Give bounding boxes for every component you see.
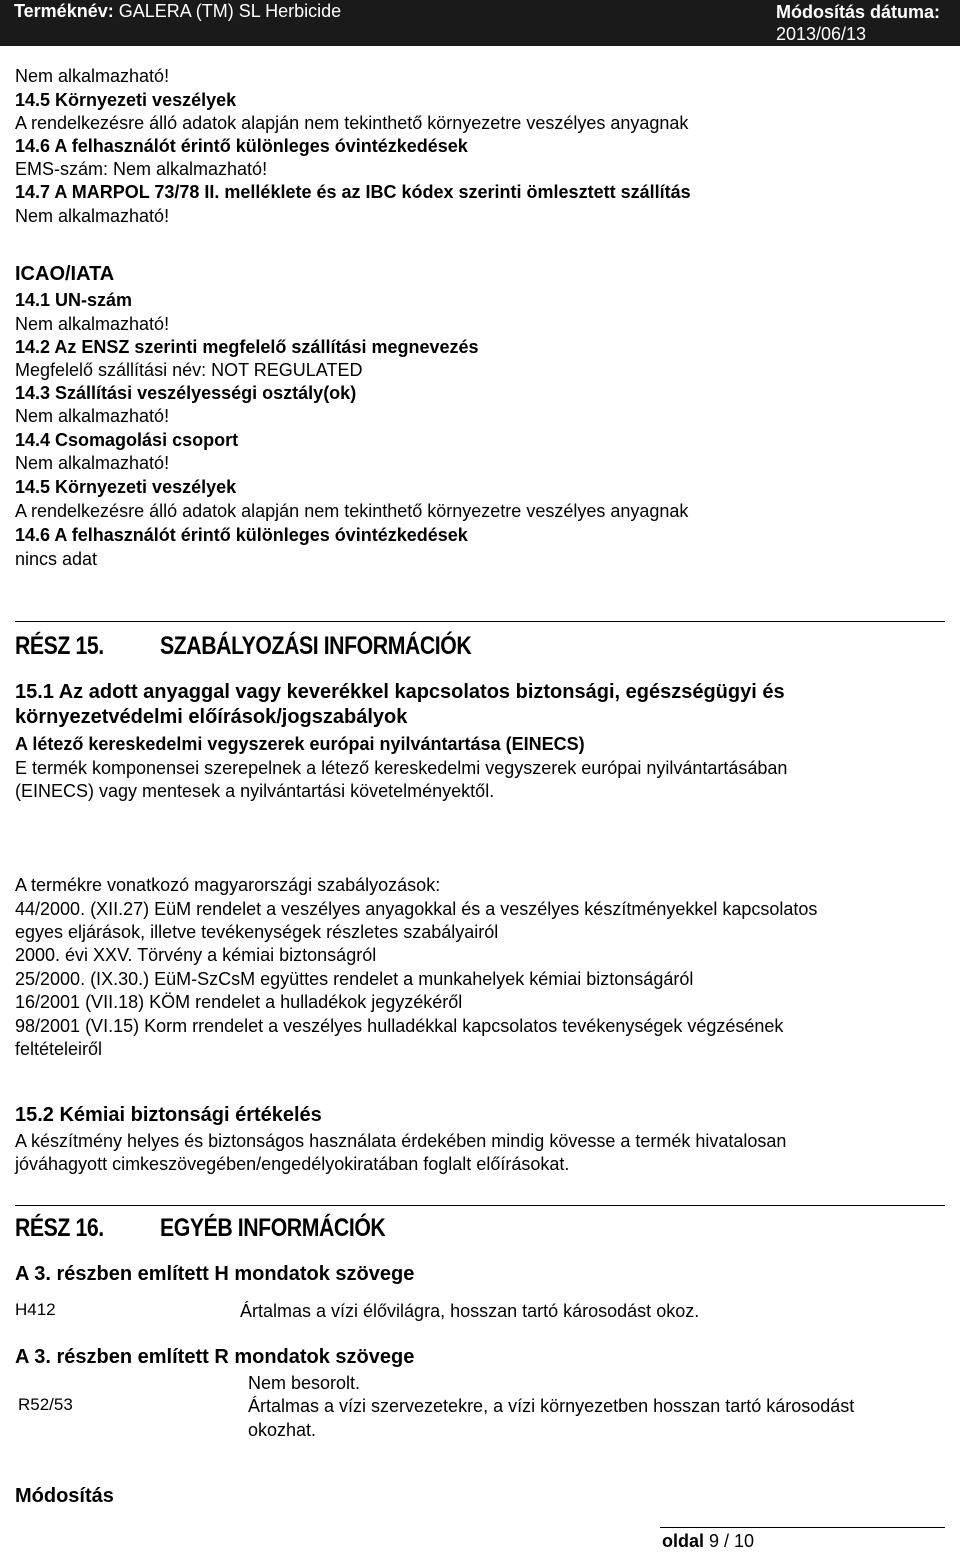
icao-heading-env: 14.5 Környezeti veszélyek	[15, 477, 237, 497]
s15-reg-2: egyes eljárások, illetve tevékenységek részletes szabályairól	[15, 922, 499, 942]
s16-r-note: Nem besorolt.	[248, 1373, 361, 1393]
section-15-number: RÉSZ 15.	[15, 632, 104, 660]
icao-heading-precautions: 14.6 A felhasználót érintő különleges óvintézkedések	[15, 525, 468, 545]
section-15-title: SZABÁLYOZÁSI INFORMÁCIÓK	[160, 632, 472, 660]
icao-heading-class: 14.3 Szállítási veszélyességi osztály(ok)	[15, 383, 357, 403]
s15-para-2a: A készítmény helyes és biztonságos használata érdekében mindig kövesse a termék hivatalosan	[15, 1131, 787, 1151]
footer-rule	[660, 1527, 945, 1528]
revision-date: 2013/06/13	[775, 24, 867, 44]
section-16-title: EGYÉB INFORMÁCIÓK	[160, 1214, 386, 1242]
icao-heading-naming: 14.2 Az ENSZ szerinti megfelelő szállítási megnevezés	[15, 337, 479, 357]
s15-reg-5: 16/2001 (VII.18) KÖM rendelet a hulladékok jegyzékéről	[15, 992, 463, 1012]
section-16-number: RÉSZ 16.	[15, 1214, 104, 1242]
product-name: GALERA (TM) SL Herbicide	[118, 1, 342, 21]
s16-h-code: H412	[15, 1300, 56, 1319]
icao-heading-packing: 14.4 Csomagolási csoport	[15, 430, 239, 450]
top-heading-precautions: 14.6 A felhasználót érintő különleges óvintézkedések	[15, 136, 468, 156]
revision-label: Módosítás dátuma:	[775, 2, 940, 22]
icao-line-12: nincs adat	[15, 549, 98, 569]
s15-heading-1b: környezetvédelmi előírások/jogszabályok	[15, 706, 408, 728]
icao-title: ICAO/IATA	[15, 263, 115, 285]
icao-line-10: A rendelkezésre álló adatok alapján nem tekinthető környezetre veszélyes anyagnak	[15, 501, 689, 521]
s15-para-2b: jóváhagyott cimkeszövegében/engedélyokiratában foglalt előírásokat.	[15, 1154, 570, 1174]
icao-line-8: Nem alkalmazható!	[15, 453, 170, 473]
s16-h-text: Ártalmas a vízi élővilágra, hosszan tartó károsodást okoz.	[240, 1301, 700, 1321]
s16-r-text-2: okozhat.	[248, 1420, 317, 1440]
document-header	[0, 0, 960, 46]
revision-date-block	[776, 1, 940, 45]
icao-line-6: Nem alkalmazható!	[15, 406, 170, 426]
s15-para-1b: (EINECS) vagy mentesek a nyilvántartási követelményektől.	[15, 781, 495, 801]
s15-reg-3: 2000. évi XXV. Törvény a kémiai biztonságról	[15, 945, 377, 965]
s16-r-code: R52/53	[18, 1395, 73, 1414]
section-15-rule	[15, 621, 945, 622]
icao-line-4: Megfelelő szállítási név: NOT REGULATED	[15, 360, 363, 380]
s15-heading-chem-safety: 15.2 Kémiai biztonsági értékelés	[15, 1104, 322, 1126]
s15-reg-4: 25/2000. (IX.30.) EüM-SzCsM együttes rendelet a munkahelyek kémiai biztonságáról	[15, 969, 694, 989]
s16-r-text-1: Ártalmas a vízi szervezetekre, a vízi környezetben hosszan tartó károsodást	[248, 1396, 855, 1416]
top-heading-env-hazards: 14.5 Környezeti veszélyek	[15, 90, 237, 110]
section-16-rule	[15, 1205, 945, 1206]
top-heading-marpol: 14.7 A MARPOL 73/78 II. melléklete és az IBC kódex szerinti ömlesztett szállítás	[15, 182, 691, 202]
icao-heading-un: 14.1 UN-szám	[15, 290, 133, 310]
s15-heading-einecs: A létező kereskedelmi vegyszerek európai nyilvántartása (EINECS)	[15, 734, 585, 754]
page-number: 9 / 10	[709, 1531, 755, 1551]
top-line-7: Nem alkalmazható!	[15, 206, 170, 226]
s15-reg-1: 44/2000. (XII.27) EüM rendelet a veszélyes anyagokkal és a veszélyes készítményekkel kapcsolatos	[15, 899, 818, 919]
s15-reg-6: 98/2001 (VI.15) Korm rrendelet a veszélyes hulladékkal kapcsolatos tevékenységek végzésének	[15, 1016, 784, 1036]
top-ems-line: EMS-szám: Nem alkalmazható!	[15, 159, 268, 179]
top-line-3: A rendelkezésre álló adatok alapján nem tekinthető környezetre veszélyes anyagnak	[15, 113, 689, 133]
product-name-line	[14, 1, 341, 22]
page-label: oldal	[662, 1531, 705, 1551]
s16-h-phrases-title: A 3. részben említett H mondatok szövege	[15, 1263, 415, 1285]
s16-r-phrases-title: A 3. részben említett R mondatok szövege	[15, 1346, 415, 1368]
product-label: Terméknév:	[14, 1, 114, 21]
icao-line-2: Nem alkalmazható!	[15, 314, 170, 334]
s15-para-1a: E termék komponensei szerepelnek a létező kereskedelmi vegyszerek európai nyilvántartásában	[15, 758, 788, 778]
s16-modification-title: Módosítás	[15, 1485, 114, 1507]
s15-reg-7: feltételeiről	[15, 1039, 103, 1059]
top-line-1: Nem alkalmazható!	[15, 66, 170, 86]
page-footer	[662, 1531, 754, 1552]
s15-reg-title: A termékre vonatkozó magyarországi szabályozások:	[15, 875, 441, 895]
s15-heading-1a: 15.1 Az adott anyaggal vagy keverékkel kapcsolatos biztonsági, egészségügyi és	[15, 681, 785, 703]
